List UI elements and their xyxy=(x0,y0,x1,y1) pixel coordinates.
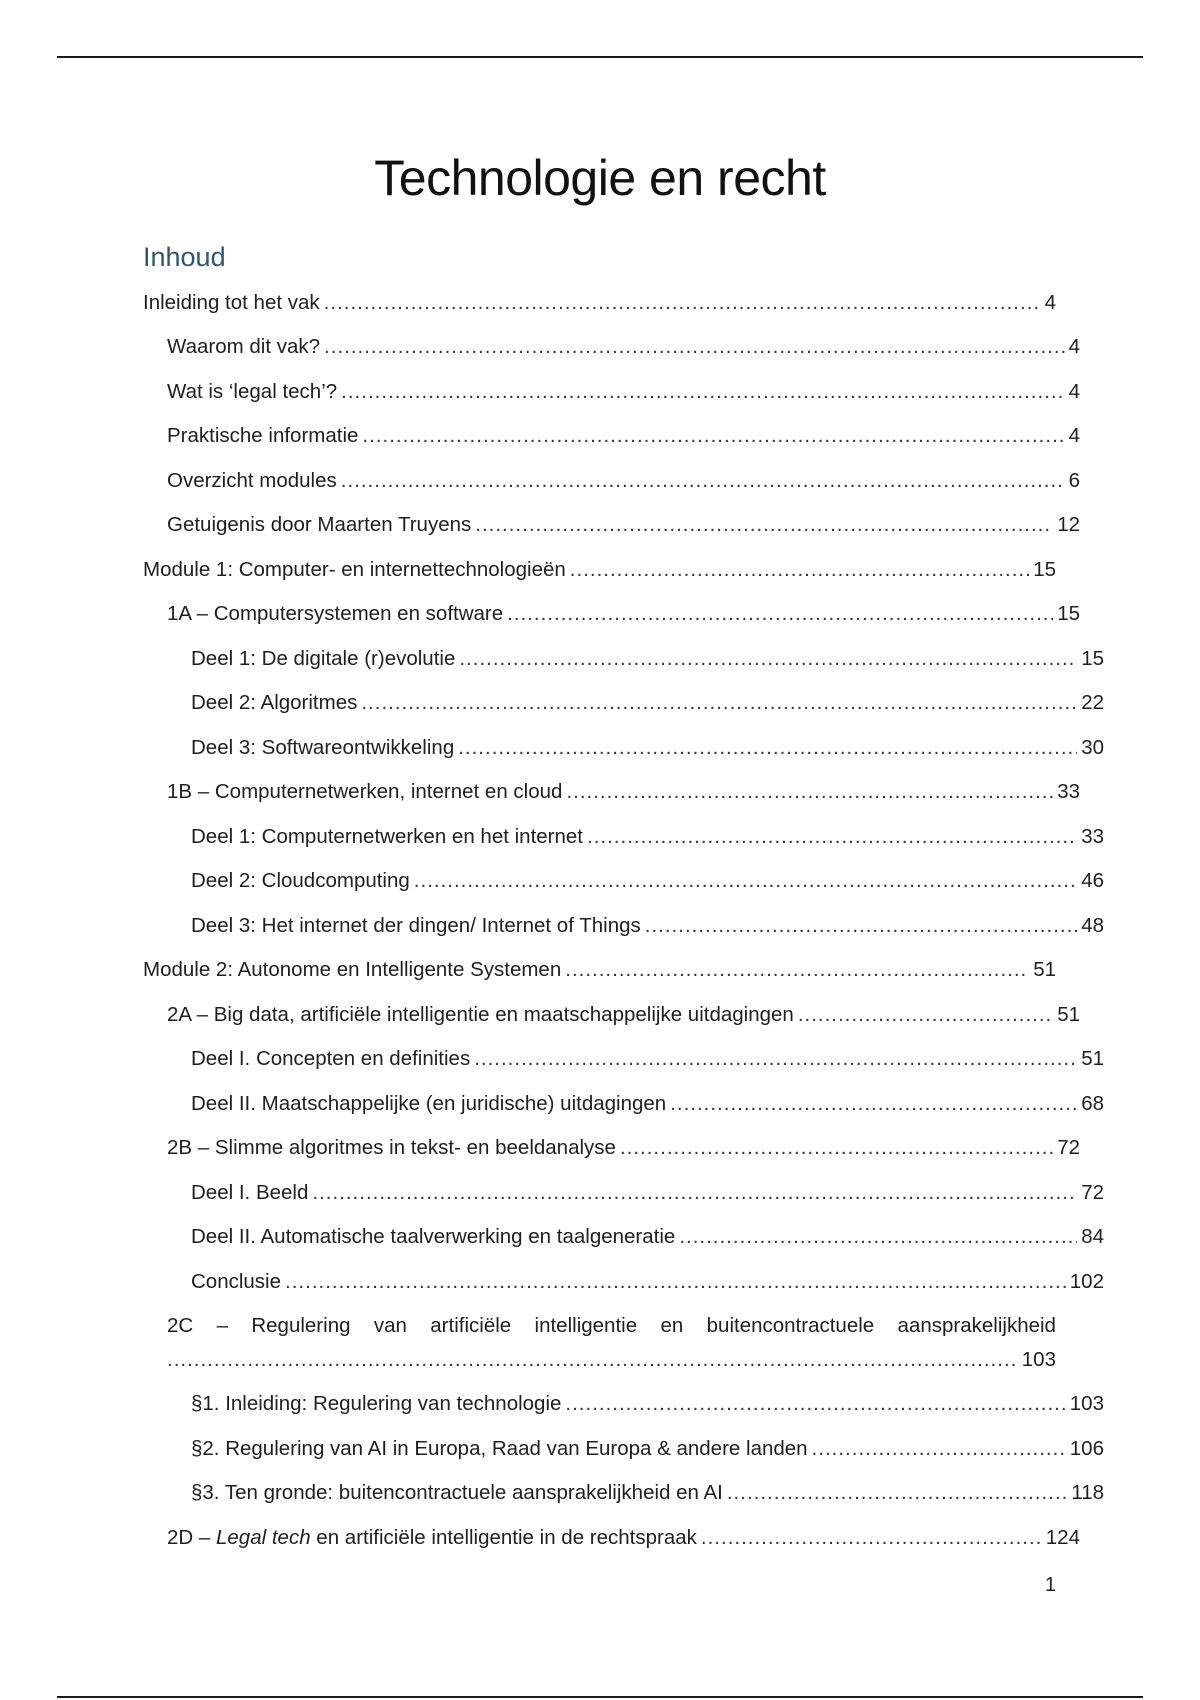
toc-entry-label: Deel 1: Computernetwerken en het internet xyxy=(191,824,584,848)
toc-dot-leader xyxy=(167,1346,1018,1374)
toc-entry[interactable] xyxy=(143,717,1104,762)
toc-entry-page: 84 xyxy=(1081,1225,1104,1248)
toc-entry-label: Deel II. Automatische taalverwerking en taalgeneratie xyxy=(191,1225,676,1248)
toc-entry-page: 6 xyxy=(1068,468,1080,492)
toc-dot-leader xyxy=(587,823,1077,851)
toc-entry-label: Overzicht modules xyxy=(167,468,337,492)
toc-dot-leader xyxy=(285,1268,1066,1296)
toc-entry-label: §3. Ten gronde: buitencontractuele aansprakelijkheid en AI xyxy=(191,1481,723,1504)
toc-entry-label: 2C – Regulering van artificiële intelligentie en buitencontractuele aansprakelijkheid xyxy=(167,1313,1056,1337)
toc-entry-label: Deel 3: Softwareontwikkeling xyxy=(191,735,455,759)
toc-entry[interactable] xyxy=(143,984,1080,1029)
toc-entry[interactable] xyxy=(143,940,1056,985)
toc-entry[interactable] xyxy=(143,673,1104,718)
toc-heading: Inhoud xyxy=(143,242,226,272)
toc-dot-leader xyxy=(565,1390,1065,1418)
toc-dot-leader xyxy=(565,956,1029,984)
table-of-contents xyxy=(143,272,1104,1552)
toc-entry-label: Deel 3: Het internet der dingen/ Internet of Things xyxy=(191,913,641,937)
toc-dot-leader xyxy=(645,912,1077,940)
toc-entry[interactable] xyxy=(143,317,1080,362)
toc-entry[interactable] xyxy=(143,361,1080,406)
toc-entry-label: Inleiding tot het vak xyxy=(143,290,320,314)
toc-entry-label: Getuigenis door Maarten Truyens xyxy=(167,513,472,536)
toc-dot-leader xyxy=(798,1001,1053,1029)
toc-entry-label: Wat is ‘legal tech’? xyxy=(167,379,338,403)
toc-entry-page: 15 xyxy=(1081,646,1104,670)
toc-dot-leader xyxy=(361,689,1077,717)
toc-entry[interactable] xyxy=(143,1374,1104,1419)
toc-entry-page: 33 xyxy=(1081,824,1104,848)
toc-entry[interactable] xyxy=(143,1162,1104,1207)
toc-entry-label: Waarom dit vak? xyxy=(167,335,321,358)
toc-entry-label: Deel I. Beeld xyxy=(191,1180,309,1204)
document-title: Technologie en recht xyxy=(374,150,826,206)
toc-entry-page: 4 xyxy=(1068,379,1080,403)
toc-entry-page: 103 xyxy=(1021,1347,1056,1371)
toc-entry-page: 72 xyxy=(1057,1136,1080,1159)
toc-entry[interactable] xyxy=(143,762,1080,807)
toc-dot-leader xyxy=(474,1045,1077,1073)
toc-entry-label: Deel 2: Cloudcomputing xyxy=(191,869,410,892)
toc-dot-leader xyxy=(679,1223,1077,1251)
toc-entry[interactable] xyxy=(143,272,1056,317)
toc-dot-leader xyxy=(507,600,1053,628)
toc-entry[interactable] xyxy=(143,1296,1056,1374)
toc-entry-page: 12 xyxy=(1057,513,1080,536)
toc-entry-page: 4 xyxy=(1068,335,1080,358)
toc-entry-page: 51 xyxy=(1057,1002,1080,1026)
toc-dot-leader xyxy=(341,378,1064,406)
toc-entry-label: Deel II. Maatschappelijke (en juridische) uitdagingen xyxy=(191,1091,667,1115)
toc-entry-page: 30 xyxy=(1081,735,1104,759)
toc-entry[interactable] xyxy=(143,1029,1104,1074)
toc-entry-page: 106 xyxy=(1069,1436,1104,1460)
toc-entry-page: 4 xyxy=(1068,424,1080,447)
toc-entry[interactable] xyxy=(143,539,1056,584)
toc-entry[interactable] xyxy=(143,495,1080,540)
toc-entry-page: 68 xyxy=(1081,1091,1104,1115)
toc-entry-label: 1A – Computersystemen en software xyxy=(167,602,504,625)
toc-entry[interactable] xyxy=(143,1251,1104,1296)
toc-dot-leader xyxy=(312,1179,1077,1207)
toc-dot-leader xyxy=(414,867,1077,895)
toc-entry[interactable] xyxy=(143,450,1080,495)
toc-dot-leader xyxy=(459,645,1077,673)
toc-dot-leader xyxy=(566,778,1053,806)
page-number: 1 xyxy=(1044,1574,1056,1596)
toc-entry-label: 2A – Big data, artificiële intelligentie en maatschappelijke uitdagingen xyxy=(167,1002,794,1026)
toc-dot-leader xyxy=(475,511,1053,539)
toc-entry-label: Deel 2: Algoritmes xyxy=(191,691,358,714)
toc-entry[interactable] xyxy=(143,895,1104,940)
toc-dot-leader xyxy=(701,1524,1042,1552)
toc-entry[interactable] xyxy=(143,1073,1104,1118)
toc-entry-page: 22 xyxy=(1081,691,1104,714)
toc-entry[interactable] xyxy=(143,851,1104,896)
toc-dot-leader xyxy=(812,1435,1066,1463)
toc-entry-label: 2B – Slimme algoritmes in tekst- en beeldanalyse xyxy=(167,1136,616,1159)
toc-entry[interactable] xyxy=(143,1507,1080,1552)
toc-entry-page: 33 xyxy=(1057,780,1080,803)
toc-entry-page: 51 xyxy=(1081,1047,1104,1070)
toc-entry-page: 124 xyxy=(1045,1525,1080,1549)
toc-entry-label: Deel 1: De digitale (r)evolutie xyxy=(191,646,456,670)
toc-entry-label: Module 1: Computer- en internettechnologieën xyxy=(143,557,566,581)
toc-entry-label: Module 2: Autonome en Intelligente Systemen xyxy=(143,958,562,981)
toc-dot-leader xyxy=(727,1479,1067,1507)
toc-entry-page: 48 xyxy=(1081,913,1104,937)
toc-entry-label: §2. Regulering van AI in Europa, Raad van Europa & andere landen xyxy=(191,1436,808,1460)
toc-entry-page: 102 xyxy=(1069,1269,1104,1293)
toc-entry[interactable] xyxy=(143,806,1104,851)
toc-dot-leader xyxy=(341,467,1065,495)
toc-dot-leader xyxy=(458,734,1077,762)
top-rule xyxy=(57,56,1143,58)
toc-dot-leader xyxy=(324,289,1041,317)
toc-dot-leader xyxy=(670,1090,1077,1118)
toc-entry-page: 15 xyxy=(1033,557,1056,581)
toc-entry-page: 15 xyxy=(1057,602,1080,625)
toc-entry-label: Conclusie xyxy=(191,1269,282,1293)
toc-dot-leader xyxy=(570,556,1029,584)
toc-entry[interactable] xyxy=(143,406,1080,451)
toc-entry-label: Praktische informatie xyxy=(167,424,359,447)
toc-dot-leader xyxy=(362,422,1064,450)
toc-entry[interactable] xyxy=(143,628,1104,673)
toc-entry-page: 103 xyxy=(1069,1392,1104,1415)
toc-entry[interactable] xyxy=(143,1207,1104,1252)
toc-entry[interactable] xyxy=(143,584,1080,629)
toc-dot-leader xyxy=(324,333,1065,361)
toc-dot-leader xyxy=(620,1134,1053,1162)
toc-entry-label: Deel I. Concepten en definities xyxy=(191,1047,471,1070)
toc-entry-label: 2D – Legal tech en artificiële intelligentie in de rechtspraak xyxy=(167,1525,697,1549)
toc-entry[interactable] xyxy=(143,1118,1080,1163)
toc-entry-label: §1. Inleiding: Regulering van technologie xyxy=(191,1392,562,1415)
toc-entry[interactable] xyxy=(143,1418,1104,1463)
toc-entry-page: 4 xyxy=(1044,290,1056,314)
toc-entry-page: 51 xyxy=(1033,958,1056,981)
bottom-rule xyxy=(57,1696,1143,1698)
toc-entry-page: 46 xyxy=(1081,869,1104,892)
toc-entry-page: 72 xyxy=(1081,1180,1104,1204)
toc-entry[interactable] xyxy=(143,1463,1104,1508)
toc-entry-label: 1B – Computernetwerken, internet en cloud xyxy=(167,780,563,803)
toc-entry-page: 118 xyxy=(1071,1481,1104,1504)
